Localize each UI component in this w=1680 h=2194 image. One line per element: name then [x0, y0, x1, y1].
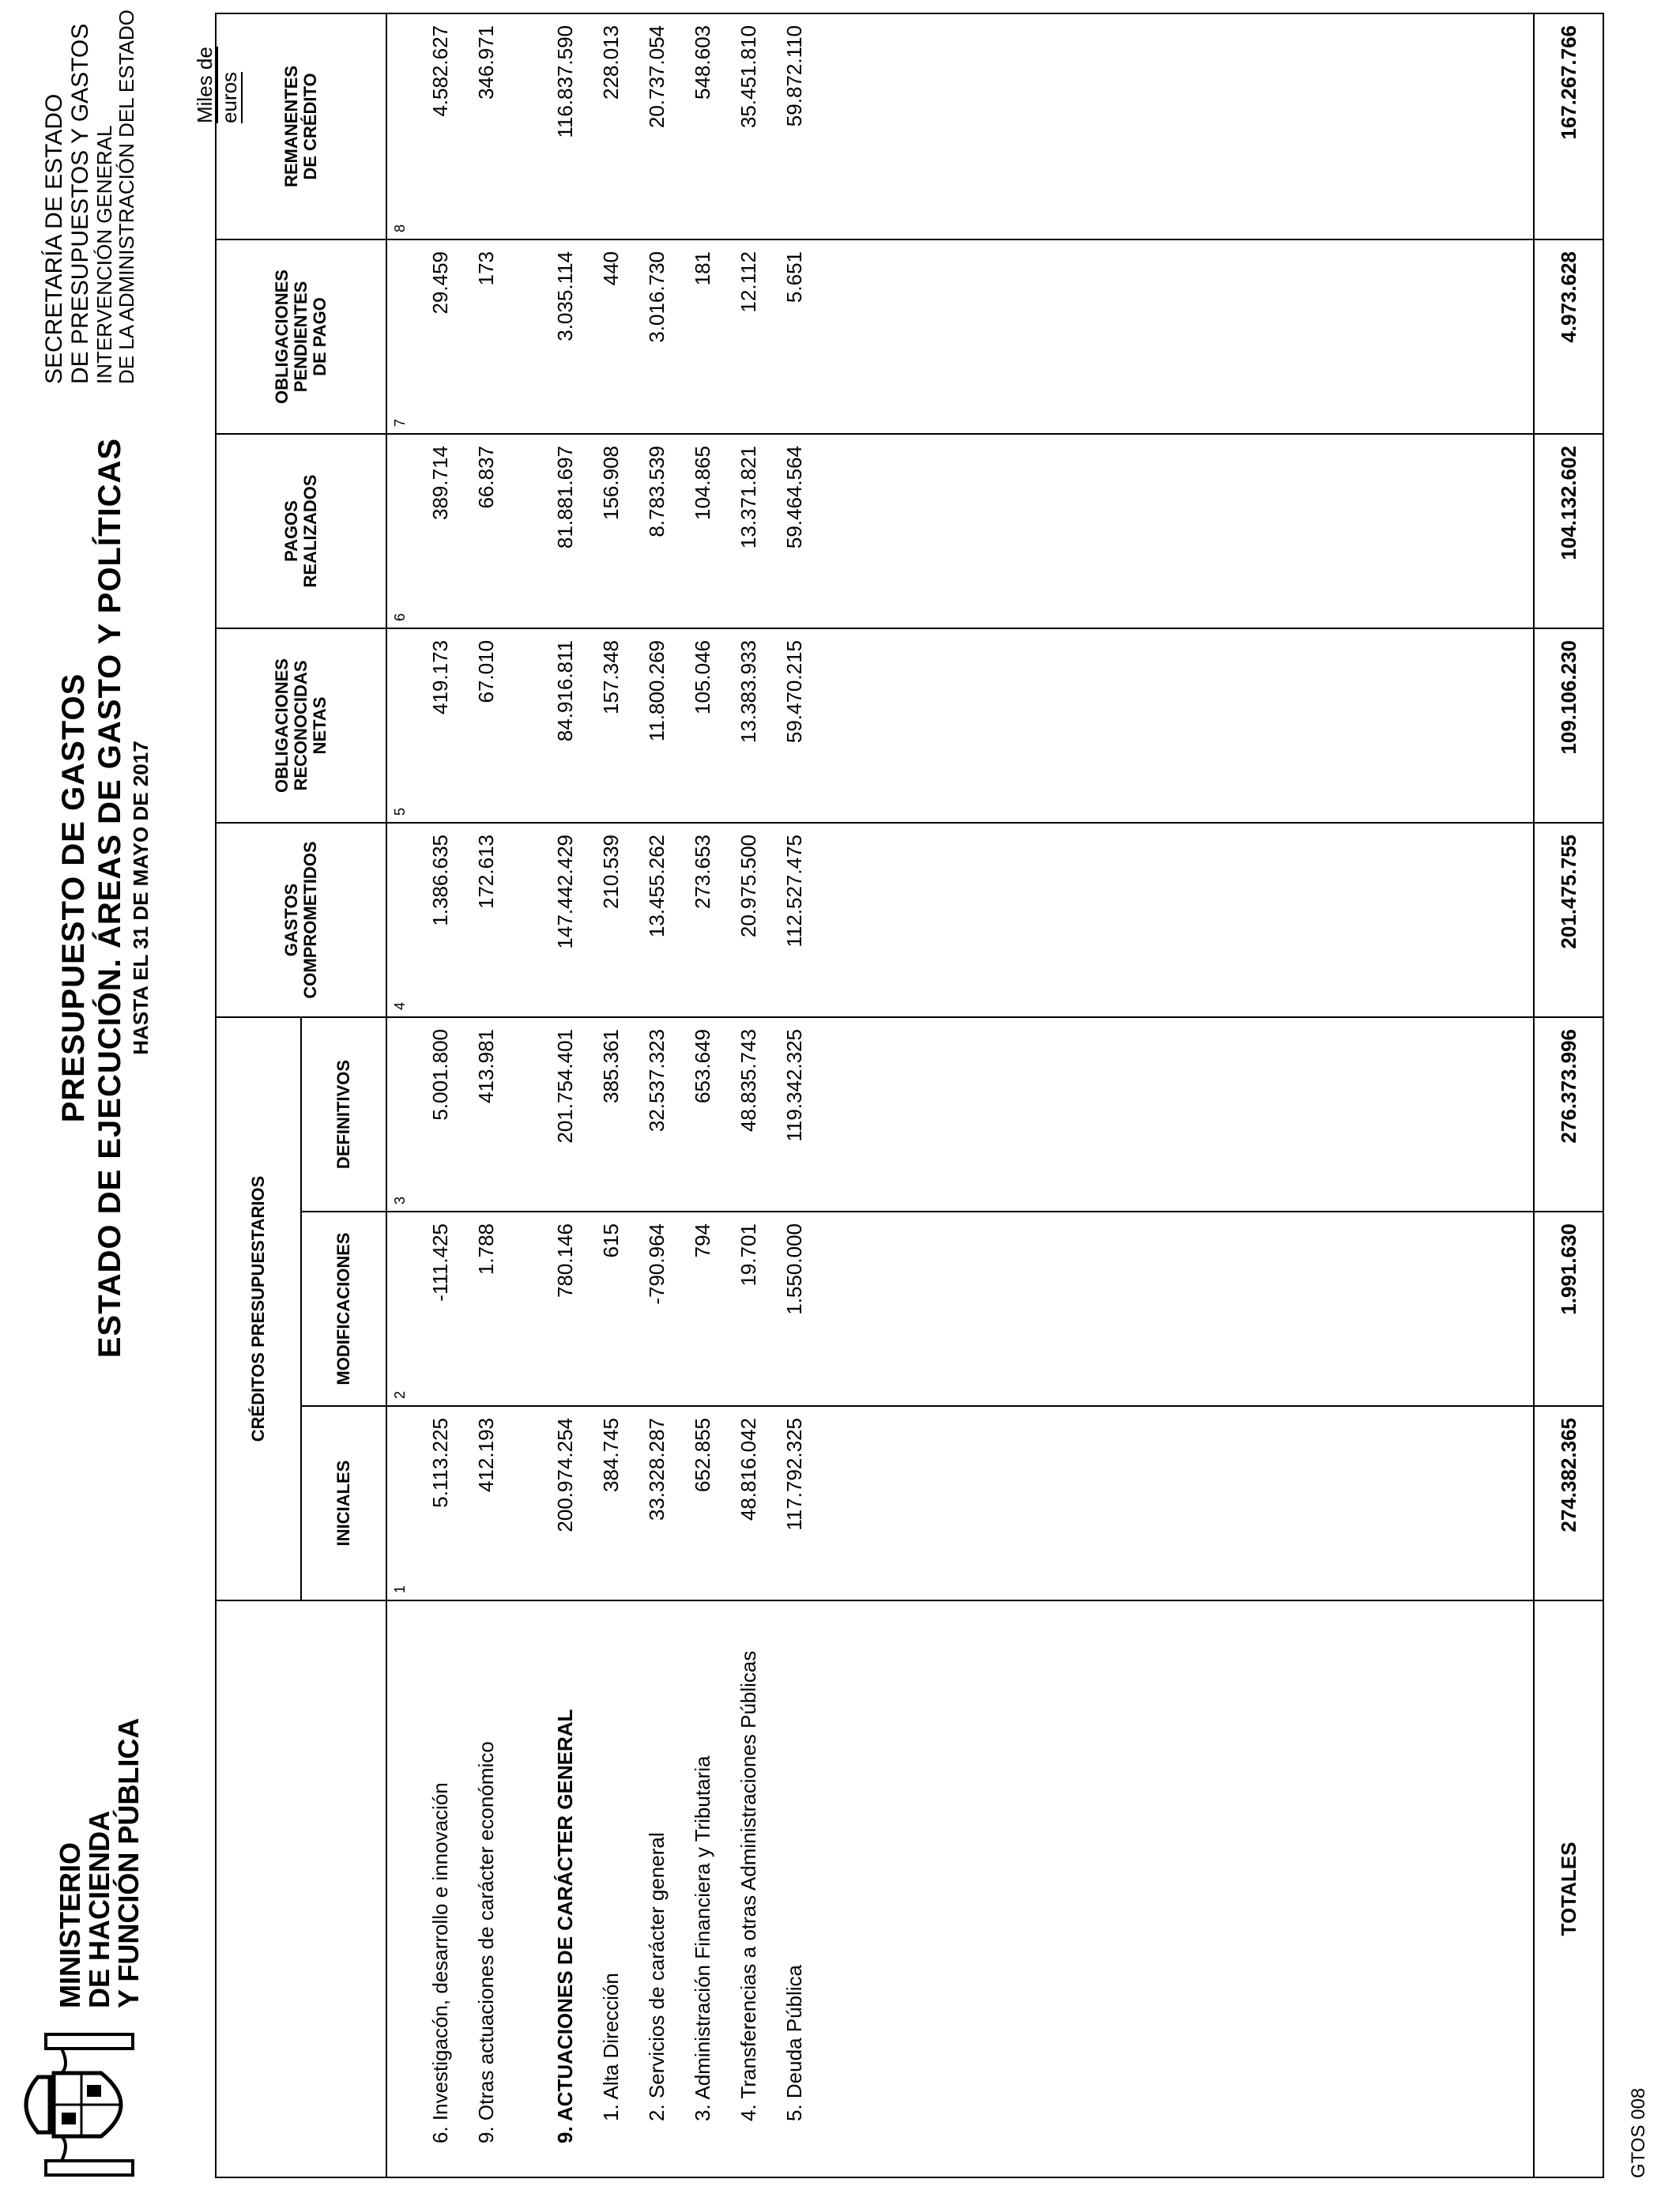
total-value: 167.267.766 [1534, 13, 1603, 239]
remanentes-column [386, 13, 1534, 239]
totals-label: TOTALES [1534, 1600, 1603, 2177]
ministry-line: DE HACIENDA [83, 1810, 115, 2008]
coat-of-arms-icon [14, 2030, 145, 2180]
row-label: 4. Transferencias a otras Administraciones Públicas [736, 1650, 760, 2121]
total-value: 274.382.365 [1534, 1406, 1603, 1600]
table-body [386, 13, 1534, 2177]
cell-value: 20.737.054 [645, 25, 669, 129]
cell-value: 385.361 [599, 1029, 623, 1103]
total-value: 104.132.602 [1534, 434, 1603, 628]
column-number: 5 [392, 807, 408, 816]
cell-value: 19.701 [736, 1223, 760, 1287]
cell-value: 5.001.800 [428, 1029, 452, 1121]
report-title: PRESUPUESTO DE GASTOS [56, 673, 91, 1123]
intervencion-line: DE LA ADMINISTRACIÓN DEL ESTADO [115, 9, 138, 384]
total-value: 109.106.230 [1534, 628, 1603, 823]
total-value: 1.991.630 [1534, 1212, 1603, 1406]
obligaciones-netas-column [386, 628, 1534, 823]
intervencion-line: INTERVENCIÓN GENERAL [92, 125, 116, 384]
cell-value: 67.010 [474, 640, 498, 703]
cell-value: 5.651 [782, 251, 806, 303]
cell-value: 548.603 [691, 25, 714, 100]
cell-value: 29.459 [428, 251, 452, 315]
cell-value: 59.470.215 [782, 640, 806, 744]
column-number: 8 [392, 224, 408, 232]
cell-value: 615 [599, 1223, 623, 1258]
cell-value: 35.451.810 [736, 25, 760, 129]
cell-value: 66.837 [474, 446, 498, 509]
cell-value: 48.816.042 [736, 1418, 760, 1521]
row-label: 2. Servicios de carácter general [645, 1832, 669, 2121]
modificaciones-header: MODIFICACIONES [301, 1212, 386, 1406]
cell-value: 440 [599, 251, 623, 286]
row-label: 6. Investigacón, desarrollo e innovación [428, 1782, 452, 2143]
header-line: OBLIGACIONES [272, 658, 292, 793]
cell-value: 1.550.000 [782, 1223, 806, 1315]
cell-value: 32.537.323 [645, 1029, 669, 1133]
cell-value: 13.455.262 [645, 835, 669, 938]
report-subtitle: ESTADO DE EJECUCIÓN. ÁREAS DE GASTO Y POLÍTICAS [92, 437, 127, 1359]
budget-table [215, 13, 1604, 2178]
iniciales-header: INICIALES [301, 1406, 386, 1600]
gastos-comprometidos-header [216, 823, 386, 1017]
ministry-line: MINISTERIO [54, 1842, 86, 2008]
cell-value: 81.881.697 [553, 446, 577, 549]
cell-value: 119.342.325 [782, 1029, 806, 1142]
cell-value: 5.113.225 [428, 1418, 452, 1508]
total-value: 4.973.628 [1534, 239, 1603, 434]
ministry-line: Y FUNCIÓN PÚBLICA [112, 1717, 145, 2008]
header-line: REALIZADOS [300, 474, 320, 588]
header-line: REMANENTES [281, 66, 301, 188]
header-line: NETAS [310, 696, 330, 755]
column-number: 2 [392, 1390, 408, 1399]
form-code: GTOS 008 [1628, 2087, 1649, 2178]
cell-value: 20.975.500 [736, 835, 760, 938]
total-value: 276.373.996 [1534, 1017, 1603, 1212]
cell-value: 84.916.811 [553, 640, 577, 742]
cell-value: 419.173 [428, 640, 452, 714]
cell-value: 48.835.743 [736, 1029, 760, 1133]
gastos-comprometidos-column [386, 823, 1534, 1017]
cell-value: 780.146 [553, 1223, 577, 1298]
cell-value: 653.649 [691, 1029, 714, 1103]
pagos-column [386, 434, 1534, 628]
cell-value: 3.035.114 [553, 251, 577, 341]
header-line: GASTOS [281, 883, 301, 957]
cell-value: 1.386.635 [428, 835, 452, 926]
cell-value: 105.046 [691, 640, 714, 714]
cell-value: 273.653 [691, 835, 714, 909]
concept-column [386, 1600, 1534, 2177]
pendientes-header [216, 239, 386, 434]
cell-value: 33.328.287 [645, 1418, 669, 1521]
cell-value: 3.016.730 [645, 251, 669, 343]
cell-value: 59.464.564 [782, 446, 806, 549]
cell-value: 1.788 [474, 1223, 498, 1276]
cell-value: 346.971 [474, 25, 498, 100]
cell-value: 228.013 [599, 25, 623, 100]
cell-value: 8.783.539 [645, 446, 669, 537]
header-line: PAGOS [281, 500, 301, 562]
totals-row [1534, 13, 1603, 2177]
total-value: 201.475.755 [1534, 823, 1603, 1017]
cell-value: 104.865 [691, 446, 714, 520]
header-line: PENDIENTES [291, 281, 311, 393]
cell-value: 13.371.821 [736, 446, 760, 549]
row-label: 9. Otras actuaciones de carácter económico [474, 1741, 498, 2143]
cell-value: 210.539 [599, 835, 623, 909]
row-label: 5. Deuda Pública [782, 1964, 806, 2121]
definitivos-column [386, 1017, 1534, 1212]
cell-value: 117.792.325 [782, 1418, 806, 1531]
cell-value: 412.193 [474, 1418, 498, 1492]
cell-value: 156.908 [599, 446, 623, 520]
definitivos-header: DEFINITIVOS [301, 1017, 386, 1212]
cell-value: 173 [474, 251, 498, 286]
header-line: OBLIGACIONES [272, 270, 292, 404]
cell-value: 384.745 [599, 1418, 623, 1492]
cell-value: 201.754.401 [553, 1029, 577, 1144]
header-line: RECONOCIDAS [291, 660, 311, 791]
cell-value: 200.974.254 [553, 1418, 577, 1532]
pagos-header [216, 434, 386, 628]
cell-value: 59.872.110 [782, 25, 806, 127]
cell-value: 11.800.269 [645, 640, 669, 742]
cell-value: -790.964 [645, 1223, 669, 1305]
creditos-group-header: CRÉDITOS PRESUPUESTARIOS [216, 1017, 301, 1600]
cell-value: 413.981 [474, 1029, 498, 1103]
cell-value: 116.837.590 [553, 25, 577, 138]
secretaria-line: DE PRESUPUESTOS Y GASTOS [67, 23, 93, 384]
concept-header [216, 1600, 386, 2177]
secretaria-block [41, 9, 137, 384]
report-titles [55, 424, 153, 1372]
cell-value: 112.527.475 [782, 835, 806, 948]
secretaria-line: SECRETARÍA DE ESTADO [41, 93, 67, 384]
pendientes-column [386, 239, 1534, 434]
obligaciones-netas-header [216, 628, 386, 823]
column-number: 1 [392, 1585, 408, 1593]
row-label: 3. Administración Financiera y Tributaria [691, 1755, 714, 2121]
header-line: DE CRÉDITO [300, 73, 320, 180]
report-date: HASTA EL 31 DE MAYO DE 2017 [129, 741, 153, 1055]
cell-value: 12.112 [736, 251, 760, 313]
cell-value: -111.425 [428, 1223, 452, 1302]
unit-text: Miles de euros [193, 47, 241, 123]
row-label: 1. Alta Dirección [599, 1973, 623, 2121]
cell-value: 147.442.429 [553, 835, 577, 949]
header-line: DE PAGO [310, 297, 330, 376]
modificaciones-column [386, 1212, 1534, 1406]
row-label-group: 9. ACTUACIONES DE CARÁCTER GENERAL [553, 1709, 577, 2143]
remanentes-header [216, 13, 386, 239]
cell-value: 157.348 [599, 640, 623, 714]
cell-value: 794 [691, 1223, 714, 1258]
iniciales-column [386, 1406, 1534, 1600]
column-number: 4 [392, 1001, 408, 1010]
cell-value: 4.582.627 [428, 25, 452, 117]
cell-value: 652.855 [691, 1418, 714, 1492]
cell-value: 13.383.933 [736, 640, 760, 744]
header-line: COMPROMETIDOS [300, 841, 320, 999]
column-number: 3 [392, 1196, 408, 1204]
cell-value: 389.714 [428, 446, 452, 520]
cell-value: 181 [691, 251, 714, 286]
column-number: 7 [392, 418, 408, 427]
column-number: 6 [392, 613, 408, 621]
cell-value: 172.613 [474, 835, 498, 909]
ministry-name [55, 1718, 143, 2008]
